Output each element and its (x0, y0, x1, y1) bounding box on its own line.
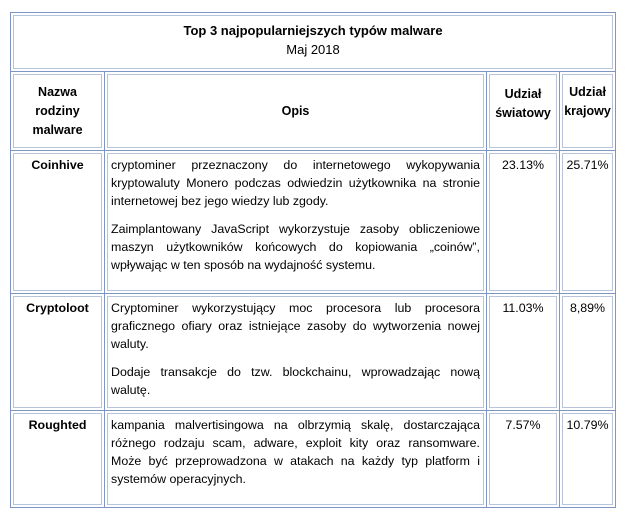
country-share-value: 10.79% (566, 418, 609, 432)
malware-table (10, 12, 616, 508)
table-row (10, 150, 616, 293)
world-share-cell (486, 293, 559, 410)
description-cell (104, 150, 486, 293)
header-description (104, 71, 486, 150)
header-world-share (486, 71, 559, 150)
world-share-value: 7.57% (505, 418, 541, 432)
country-share-cell (559, 410, 616, 508)
header-country-share (559, 71, 616, 150)
header-description-label: Opis (281, 103, 310, 118)
malware-name-cell (10, 293, 104, 410)
header-name-line-2: rodziny (35, 103, 80, 118)
malware-name-cell (10, 150, 104, 293)
header-country-line-1: Udział (569, 85, 606, 99)
table-title-cell (10, 12, 616, 71)
header-name-line-3: malware (32, 122, 83, 137)
malware-name: Roughted (28, 418, 87, 432)
header-world-line-1: Udział (504, 87, 542, 101)
country-share-cell (559, 293, 616, 410)
header-name (10, 71, 104, 150)
table-row (10, 293, 616, 410)
malware-table-document (10, 12, 616, 520)
table-row (10, 410, 616, 508)
country-share-cell (559, 150, 616, 293)
world-share-cell (486, 150, 559, 293)
header-country-line-2: krajowy (564, 104, 611, 118)
world-share-value: 23.13% (501, 158, 545, 172)
country-share-value: 25.71% (566, 158, 609, 172)
header-name-line-1: Nazwa (38, 84, 77, 99)
description-paragraph: Cryptominer wykorzystujący moc procesora lub procesora graficznego ofiary oraz istniejące zasoby do wytworzenia nowej waluty. (111, 301, 480, 351)
country-share-value: 8,89% (569, 301, 606, 315)
description-cell (104, 293, 486, 410)
description-paragraph: cryptominer przeznaczony do internetowego wykopywania kryptowaluty Monero podczas odwiedzin użytkownika na stronie internetowej bez jego wiedzy lub zgody. (111, 158, 480, 208)
header-world-line-2: światowy (495, 106, 551, 120)
table-title: Top 3 najpopularniejszych typów malware (183, 23, 443, 38)
world-share-cell (486, 410, 559, 508)
table-subtitle: Maj 2018 (286, 42, 340, 57)
description-paragraph: kampania malvertisingowa na olbrzymią skalę, dostarczająca różnego rodzaju scam, adware, exploit kity oraz ransomware. Może być przeprowadzona w atakach na każdy typ platform i systemów operacyjnych. (111, 418, 480, 486)
header-row (10, 71, 616, 150)
description-paragraph: Dodaje transakcje do tzw. blockchainu, wprowadzając nową walutę. (111, 365, 480, 397)
malware-name: Cryptoloot (26, 301, 89, 315)
world-share-value: 11.03% (502, 301, 544, 315)
description-paragraph: Zaimplantowany JavaScript wykorzystuje zasoby obliczeniowe maszyn użytkowników końcowych do kopiowania „coinów”, wpływając w ten sposób na wydajność systemu. (111, 222, 480, 272)
malware-name-cell (10, 410, 104, 508)
malware-name: Coinhive (31, 158, 84, 172)
description-cell (104, 410, 486, 508)
